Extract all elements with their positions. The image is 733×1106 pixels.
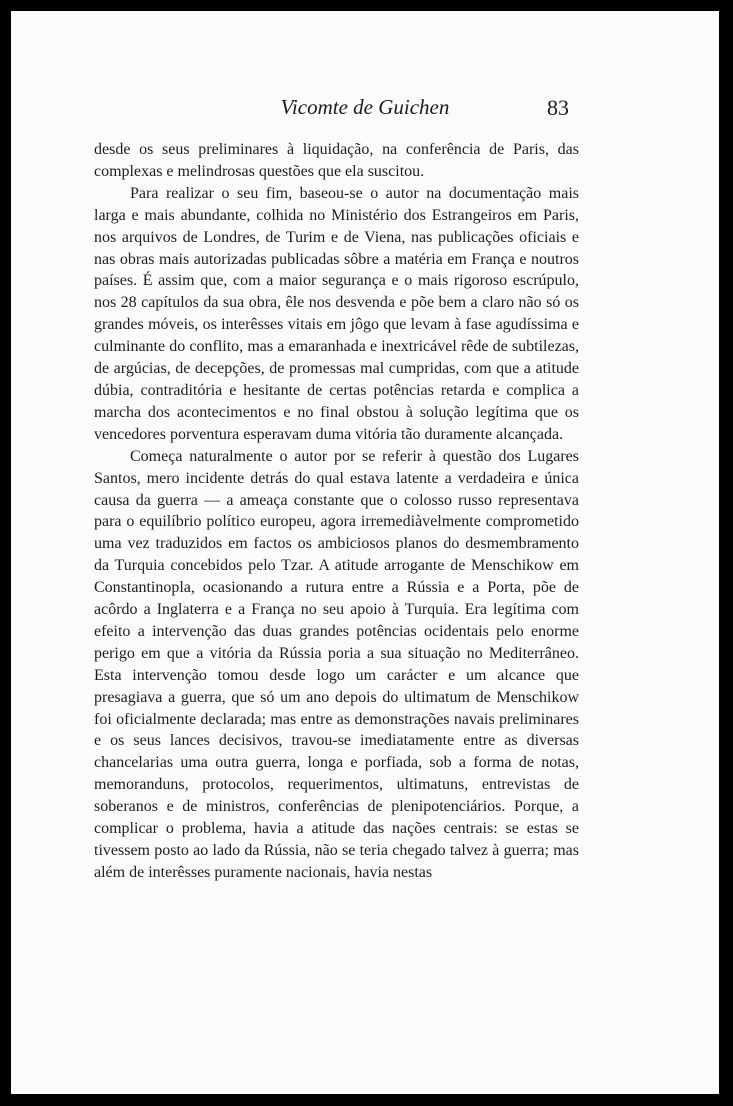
paragraph-continuation: desde os seus preliminares à liquidação, na conferência de Paris, das complexas e melindrosas questões que ela suscitou.: [94, 141, 579, 180]
running-title: Vicomte de Guichen: [280, 95, 450, 119]
paragraph-holy-places: Começa naturalmente o autor por se referir à questão dos Lugares Santos, mero incidente detrás do qual estava latente a verdadeira e única causa da guerra — a ameaça constante que o colosso russo representava para o equilíbrio político europeu, agora irremediàvelmente comprometido uma vez traduzidos em factos os ambiciosos planos do desmembramento da Turquia concebidos pelo Tzar. A atitude arrogante de Menschikow em Constantinopla, ocasionando a rutura entre a Rússia e a Porta, põe de acôrdo a Inglaterra e a França no seu apoio à Turquia. Era legítima com efeito a intervenção das duas grandes potências ocidentais pelo enorme perigo em que a vitória da Rússia poria a sua situação no Mediterrâneo. Esta intervenção tomou desde logo um carácter e um alcance que presagiava a guerra, que só um ano depois do ultimatum de Menschikow foi oficialmente declarada; mas entre as demonstrações navais preliminares e os seus lances decisivos, travou-se imediatamente entre as diversas chancelarias uma outra guerra, longa e porfiada, sob a forma de notas, memoranduns, protocolos, requerimentos, ultimatuns, entrevistas de soberanos e de ministros, conferências de plenipotenciários. Porque, a complicar o problema, havia a atitude das nações centrais: se estas se tivessem posto ao lado da Rússia, não se teria chegado talvez à guerra; mas além de interêsses puramente nacionais, havia nestas: [94, 447, 579, 881]
book-page: [11, 11, 719, 1094]
page-number: 83: [547, 95, 569, 120]
paragraph-documentation: Para realizar o seu fim, baseou-se o autor na documentação mais larga e mais abundante, colhida no Ministério dos Estrangeiros em Paris, nos arquivos de Londres, de Turim e de Viena, nas publicações oficiais e nas obras mais autorizadas publicadas sôbre a matéria em França e noutros países. É assim que, com a maior segurança e o mais rigoroso escrúpulo, nos 28 capítulos da sua obra, êle nos desvenda e põe bem a claro não só os grandes móveis, os interêsses vitais em jôgo que levam à fase agudíssima e culminante do conflito, mas a emaranhada e inextricável rêde de subtilezas, de argúcias, de decepções, de promessas mal cumpridas, com que a atitude dúbia, contraditória e hesitante de certas potências retarda e complica a marcha dos acontecimentos e no final obstou à solução legítima que os vencedores porventura esperavam duma vitória tão duramente alcançada.: [94, 184, 579, 443]
body-text: [94, 139, 579, 884]
running-head: [11, 95, 719, 125]
